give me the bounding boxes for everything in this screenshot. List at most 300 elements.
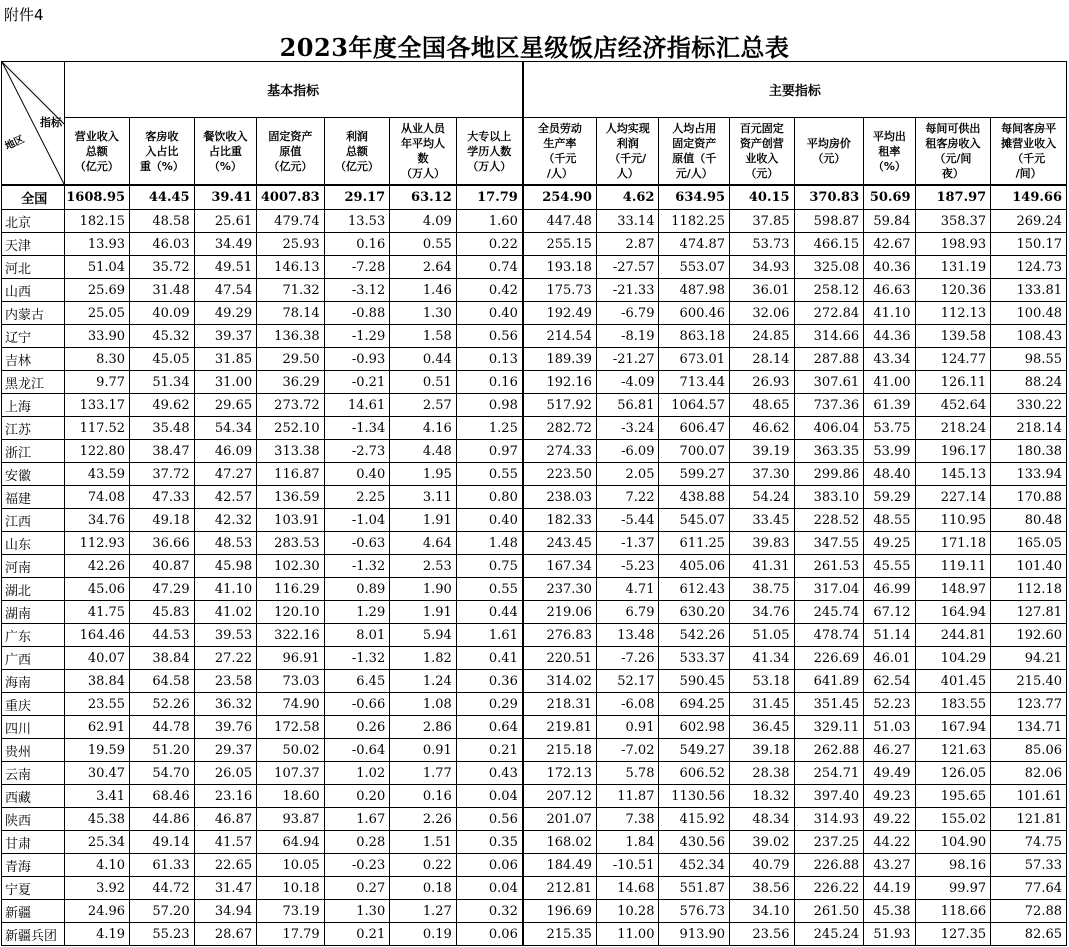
region-name: 山东 xyxy=(2,532,65,555)
region-name: 全国 xyxy=(2,185,65,210)
cell-average-room-rate: 641.89 xyxy=(794,670,864,693)
cell-occupancy-rate: 41.10 xyxy=(864,302,915,325)
region-name: 吉林 xyxy=(2,348,65,371)
cell-room-revenue-share: 37.72 xyxy=(130,463,195,486)
cell-catering-revenue-share: 27.22 xyxy=(194,647,257,670)
cell-revenue-per-100-yuan-assets: 51.05 xyxy=(730,624,795,647)
cell-fixed-assets-value: 103.91 xyxy=(257,509,325,532)
column-header-line: /人） xyxy=(546,167,573,180)
column-header-line: 占比重 xyxy=(208,144,242,158)
region-name: 北京 xyxy=(2,210,65,233)
cell-employees-avg: 0.51 xyxy=(390,371,457,394)
table-row xyxy=(2,601,1067,624)
cell-revenue-per-room: 57.33 xyxy=(991,854,1067,877)
cell-average-room-rate: 245.74 xyxy=(794,601,864,624)
cell-fixed-assets-value: 29.50 xyxy=(257,348,325,371)
cell-college-educated: 0.29 xyxy=(456,693,523,716)
cell-average-room-rate: 478.74 xyxy=(794,624,864,647)
cell-revpar: 131.19 xyxy=(915,256,991,279)
table-row xyxy=(2,900,1067,923)
cell-fixed-assets-per-capita: 487.98 xyxy=(659,279,730,302)
cell-catering-revenue-share: 47.27 xyxy=(194,463,257,486)
cell-labor-productivity: 314.02 xyxy=(523,670,597,693)
table-row xyxy=(2,923,1067,946)
cell-fixed-assets-per-capita: 602.98 xyxy=(659,716,730,739)
cell-revenue-total: 43.59 xyxy=(64,463,130,486)
corner-header xyxy=(2,62,65,186)
cell-revenue-total: 51.04 xyxy=(64,256,130,279)
cell-room-revenue-share: 44.53 xyxy=(130,624,195,647)
cell-fixed-assets-per-capita: 551.87 xyxy=(659,877,730,900)
column-header-line: （亿元） xyxy=(268,159,313,173)
cell-revpar: 452.64 xyxy=(915,394,991,417)
cell-revpar: 145.13 xyxy=(915,463,991,486)
cell-labor-productivity: 201.07 xyxy=(523,808,597,831)
cell-occupancy-rate: 53.99 xyxy=(864,440,915,463)
cell-profit-per-capita: 33.14 xyxy=(596,210,659,233)
column-header-line: 每间客房平 xyxy=(1001,122,1057,135)
region-name: 新疆 xyxy=(2,900,65,923)
cell-average-room-rate: 406.04 xyxy=(794,417,864,440)
cell-catering-revenue-share: 49.29 xyxy=(194,302,257,325)
cell-profit-per-capita: -6.09 xyxy=(596,440,659,463)
cell-revenue-per-100-yuan-assets: 36.45 xyxy=(730,716,795,739)
cell-labor-productivity: 274.33 xyxy=(523,440,597,463)
table-row xyxy=(2,302,1067,325)
cell-revenue-total: 34.76 xyxy=(64,509,130,532)
cell-revenue-per-room: 215.40 xyxy=(991,670,1067,693)
cell-college-educated: 0.97 xyxy=(456,440,523,463)
cell-fixed-assets-value: 50.02 xyxy=(257,739,325,762)
column-header-line: （亿元） xyxy=(334,159,379,173)
cell-average-room-rate: 317.04 xyxy=(794,578,864,601)
cell-profit-per-capita: 7.38 xyxy=(596,808,659,831)
cell-revenue-total: 41.75 xyxy=(64,601,130,624)
cell-fixed-assets-per-capita: 673.01 xyxy=(659,348,730,371)
cell-room-revenue-share: 44.45 xyxy=(130,185,195,210)
cell-college-educated: 0.16 xyxy=(456,371,523,394)
cell-revenue-total: 133.17 xyxy=(64,394,130,417)
cell-college-educated: 0.32 xyxy=(456,900,523,923)
cell-college-educated: 0.06 xyxy=(456,854,523,877)
table-row xyxy=(2,371,1067,394)
cell-catering-revenue-share: 23.58 xyxy=(194,670,257,693)
cell-fixed-assets-per-capita: 474.87 xyxy=(659,233,730,256)
cell-revenue-per-100-yuan-assets: 33.45 xyxy=(730,509,795,532)
cell-fixed-assets-value: 96.91 xyxy=(257,647,325,670)
cell-revenue-per-room: 170.88 xyxy=(991,486,1067,509)
cell-revenue-total: 4.10 xyxy=(64,854,130,877)
cell-fixed-assets-per-capita: 611.25 xyxy=(659,532,730,555)
cell-labor-productivity: 219.06 xyxy=(523,601,597,624)
cell-employees-avg: 4.09 xyxy=(390,210,457,233)
column-header-line: 平均出 xyxy=(872,129,906,143)
cell-average-room-rate: 329.11 xyxy=(794,716,864,739)
cell-catering-revenue-share: 39.76 xyxy=(194,716,257,739)
cell-employees-avg: 2.64 xyxy=(390,256,457,279)
column-header-line: 百元固定 xyxy=(739,122,784,135)
cell-profit-total: -1.32 xyxy=(324,555,390,578)
cell-profit-per-capita: -21.27 xyxy=(596,348,659,371)
cell-average-room-rate: 347.55 xyxy=(794,532,864,555)
cell-revenue-per-100-yuan-assets: 40.79 xyxy=(730,854,795,877)
table-row xyxy=(2,831,1067,854)
cell-college-educated: 0.43 xyxy=(456,762,523,785)
cell-revenue-total: 33.90 xyxy=(64,325,130,348)
cell-college-educated: 0.80 xyxy=(456,486,523,509)
cell-room-revenue-share: 51.34 xyxy=(130,371,195,394)
cell-revenue-per-room: 94.21 xyxy=(991,647,1067,670)
cell-occupancy-rate: 45.55 xyxy=(864,555,915,578)
cell-college-educated: 0.64 xyxy=(456,716,523,739)
cell-revenue-per-100-yuan-assets: 36.01 xyxy=(730,279,795,302)
cell-revenue-per-room: 134.71 xyxy=(991,716,1067,739)
cell-employees-avg: 1.82 xyxy=(390,647,457,670)
cell-revpar: 196.17 xyxy=(915,440,991,463)
cell-profit-per-capita: -7.02 xyxy=(596,739,659,762)
cell-room-revenue-share: 44.78 xyxy=(130,716,195,739)
cell-employees-avg: 1.24 xyxy=(390,670,457,693)
cell-revenue-total: 122.80 xyxy=(64,440,130,463)
region-name: 河南 xyxy=(2,555,65,578)
cell-revenue-per-100-yuan-assets: 28.14 xyxy=(730,348,795,371)
cell-fixed-assets-value: 322.16 xyxy=(257,624,325,647)
cell-revenue-per-room: 218.14 xyxy=(991,417,1067,440)
cell-revenue-total: 9.77 xyxy=(64,371,130,394)
cell-average-room-rate: 272.84 xyxy=(794,302,864,325)
cell-catering-revenue-share: 31.00 xyxy=(194,371,257,394)
cell-revenue-per-room: 133.94 xyxy=(991,463,1067,486)
cell-profit-per-capita: -4.09 xyxy=(596,371,659,394)
cell-fixed-assets-value: 36.29 xyxy=(257,371,325,394)
cell-employees-avg: 1.58 xyxy=(390,325,457,348)
cell-fixed-assets-value: 252.10 xyxy=(257,417,325,440)
cell-revenue-per-100-yuan-assets: 34.76 xyxy=(730,601,795,624)
cell-profit-per-capita: -5.44 xyxy=(596,509,659,532)
cell-revenue-total: 182.15 xyxy=(64,210,130,233)
cell-room-revenue-share: 44.86 xyxy=(130,808,195,831)
cell-fixed-assets-value: 73.03 xyxy=(257,670,325,693)
cell-revenue-per-100-yuan-assets: 24.85 xyxy=(730,325,795,348)
cell-revenue-per-room: 85.06 xyxy=(991,739,1067,762)
cell-labor-productivity: 207.12 xyxy=(523,785,597,808)
cell-college-educated: 1.61 xyxy=(456,624,523,647)
cell-revenue-per-100-yuan-assets: 53.18 xyxy=(730,670,795,693)
cell-occupancy-rate: 45.38 xyxy=(864,900,915,923)
cell-employees-avg: 4.16 xyxy=(390,417,457,440)
cell-fixed-assets-per-capita: 542.26 xyxy=(659,624,730,647)
table-row xyxy=(2,877,1067,900)
cell-revenue-per-room: 165.05 xyxy=(991,532,1067,555)
cell-revenue-total: 42.26 xyxy=(64,555,130,578)
table-row xyxy=(2,670,1067,693)
region-name: 湖南 xyxy=(2,601,65,624)
cell-labor-productivity: 220.51 xyxy=(523,647,597,670)
region-name: 天津 xyxy=(2,233,65,256)
cell-average-room-rate: 245.24 xyxy=(794,923,864,946)
region-name: 广西 xyxy=(2,647,65,670)
cell-room-revenue-share: 49.18 xyxy=(130,509,195,532)
cell-revenue-per-100-yuan-assets: 39.02 xyxy=(730,831,795,854)
cell-fixed-assets-value: 64.94 xyxy=(257,831,325,854)
cell-occupancy-rate: 43.27 xyxy=(864,854,915,877)
cell-profit-total: 13.53 xyxy=(324,210,390,233)
cell-profit-per-capita: -8.19 xyxy=(596,325,659,348)
cell-catering-revenue-share: 39.53 xyxy=(194,624,257,647)
table-row xyxy=(2,716,1067,739)
column-header-line: 大专以上 xyxy=(467,129,512,143)
column-header-catering-revenue-share xyxy=(194,118,257,186)
cell-fixed-assets-per-capita: 700.07 xyxy=(659,440,730,463)
cell-revenue-per-100-yuan-assets: 39.19 xyxy=(730,440,795,463)
cell-revenue-total: 117.52 xyxy=(64,417,130,440)
cell-room-revenue-share: 38.47 xyxy=(130,440,195,463)
cell-profit-total: 1.29 xyxy=(324,601,390,624)
cell-revenue-total: 40.07 xyxy=(64,647,130,670)
column-header-line: 原值（千 xyxy=(672,152,717,165)
cell-room-revenue-share: 51.20 xyxy=(130,739,195,762)
cell-revenue-per-room: 77.64 xyxy=(991,877,1067,900)
column-header-line: 业收入 xyxy=(745,152,779,165)
cell-revpar: 401.45 xyxy=(915,670,991,693)
cell-fixed-assets-value: 10.05 xyxy=(257,854,325,877)
region-name: 贵州 xyxy=(2,739,65,762)
table-row xyxy=(2,210,1067,233)
cell-revenue-per-100-yuan-assets: 53.73 xyxy=(730,233,795,256)
cell-profit-total: -1.34 xyxy=(324,417,390,440)
cell-room-revenue-share: 45.32 xyxy=(130,325,195,348)
column-header-line: 固定资产 xyxy=(268,129,313,143)
cell-revenue-per-100-yuan-assets: 48.65 xyxy=(730,394,795,417)
cell-fixed-assets-value: 4007.83 xyxy=(257,185,325,210)
cell-revenue-per-100-yuan-assets: 38.75 xyxy=(730,578,795,601)
cell-average-room-rate: 370.83 xyxy=(794,185,864,210)
column-header-college-educated xyxy=(456,118,523,186)
cell-revenue-per-room: 82.65 xyxy=(991,923,1067,946)
cell-revenue-total: 4.19 xyxy=(64,923,130,946)
cell-fixed-assets-value: 93.87 xyxy=(257,808,325,831)
cell-revpar: 98.16 xyxy=(915,854,991,877)
cell-revenue-per-room: 82.06 xyxy=(991,762,1067,785)
cell-room-revenue-share: 35.48 xyxy=(130,417,195,440)
cell-catering-revenue-share: 46.87 xyxy=(194,808,257,831)
cell-room-revenue-share: 38.84 xyxy=(130,647,195,670)
table-row xyxy=(2,762,1067,785)
cell-fixed-assets-per-capita: 545.07 xyxy=(659,509,730,532)
column-header-revenue-total xyxy=(64,118,130,186)
cell-profit-total: 6.45 xyxy=(324,670,390,693)
cell-college-educated: 1.25 xyxy=(456,417,523,440)
cell-college-educated: 0.41 xyxy=(456,647,523,670)
cell-room-revenue-share: 68.46 xyxy=(130,785,195,808)
cell-occupancy-rate: 49.22 xyxy=(864,808,915,831)
table-row xyxy=(2,532,1067,555)
cell-occupancy-rate: 59.84 xyxy=(864,210,915,233)
cell-revenue-per-room: 150.17 xyxy=(991,233,1067,256)
cell-employees-avg: 1.91 xyxy=(390,509,457,532)
cell-labor-productivity: 193.18 xyxy=(523,256,597,279)
column-header-line: 总额 xyxy=(85,144,108,158)
column-header-line: 客房收 xyxy=(145,129,179,143)
cell-employees-avg: 0.44 xyxy=(390,348,457,371)
cell-catering-revenue-share: 41.10 xyxy=(194,578,257,601)
column-header-line: 人） xyxy=(616,167,639,180)
cell-college-educated: 0.56 xyxy=(456,808,523,831)
column-header-line: （元） xyxy=(745,167,779,180)
cell-average-room-rate: 237.25 xyxy=(794,831,864,854)
cell-revpar: 110.95 xyxy=(915,509,991,532)
region-name: 内蒙古 xyxy=(2,302,65,325)
cell-profit-total: 1.02 xyxy=(324,762,390,785)
cell-average-room-rate: 314.93 xyxy=(794,808,864,831)
cell-labor-productivity: 215.18 xyxy=(523,739,597,762)
cell-profit-total: 0.89 xyxy=(324,578,390,601)
region-name: 黑龙江 xyxy=(2,371,65,394)
cell-room-revenue-share: 35.72 xyxy=(130,256,195,279)
cell-labor-productivity: 517.92 xyxy=(523,394,597,417)
cell-revpar: 99.97 xyxy=(915,877,991,900)
cell-catering-revenue-share: 45.98 xyxy=(194,555,257,578)
cell-revenue-per-100-yuan-assets: 32.06 xyxy=(730,302,795,325)
cell-catering-revenue-share: 26.05 xyxy=(194,762,257,785)
cell-profit-per-capita: -6.08 xyxy=(596,693,659,716)
cell-occupancy-rate: 46.63 xyxy=(864,279,915,302)
column-header-employees-avg xyxy=(390,118,457,186)
cell-revpar: 167.94 xyxy=(915,716,991,739)
region-name: 福建 xyxy=(2,486,65,509)
cell-profit-per-capita: -6.79 xyxy=(596,302,659,325)
column-header-line: （%） xyxy=(208,159,242,173)
cell-revenue-total: 25.69 xyxy=(64,279,130,302)
cell-labor-productivity: 238.03 xyxy=(523,486,597,509)
region-name: 四川 xyxy=(2,716,65,739)
cell-revenue-total: 25.34 xyxy=(64,831,130,854)
cell-average-room-rate: 261.50 xyxy=(794,900,864,923)
cell-revenue-total: 3.92 xyxy=(64,877,130,900)
table-row xyxy=(2,325,1067,348)
cell-revenue-per-100-yuan-assets: 23.56 xyxy=(730,923,795,946)
cell-profit-total: 1.30 xyxy=(324,900,390,923)
cell-labor-productivity: 255.15 xyxy=(523,233,597,256)
column-header-line: 固定资产 xyxy=(672,137,717,150)
cell-fixed-assets-value: 136.59 xyxy=(257,486,325,509)
cell-fixed-assets-per-capita: 415.92 xyxy=(659,808,730,831)
cell-catering-revenue-share: 39.37 xyxy=(194,325,257,348)
cell-college-educated: 17.79 xyxy=(456,185,523,210)
cell-labor-productivity: 214.54 xyxy=(523,325,597,348)
cell-college-educated: 0.04 xyxy=(456,877,523,900)
cell-profit-per-capita: -7.26 xyxy=(596,647,659,670)
cell-room-revenue-share: 47.33 xyxy=(130,486,195,509)
column-header-line: 原值 xyxy=(279,144,302,158)
cell-occupancy-rate: 51.03 xyxy=(864,716,915,739)
cell-labor-productivity: 182.33 xyxy=(523,509,597,532)
column-header-line: 利润 xyxy=(616,137,639,150)
table-row xyxy=(2,233,1067,256)
table-row xyxy=(2,256,1067,279)
column-header-line: 摊营业收入 xyxy=(1001,137,1057,150)
cell-average-room-rate: 226.88 xyxy=(794,854,864,877)
column-header-fixed-assets-value xyxy=(257,118,325,186)
cell-fixed-assets-value: 71.32 xyxy=(257,279,325,302)
cell-revenue-per-room: 101.61 xyxy=(991,785,1067,808)
cell-fixed-assets-per-capita: 630.20 xyxy=(659,601,730,624)
cell-labor-productivity: 237.30 xyxy=(523,578,597,601)
cell-revpar: 244.81 xyxy=(915,624,991,647)
cell-revpar: 112.13 xyxy=(915,302,991,325)
column-header-line: 重（%） xyxy=(139,159,184,173)
cell-room-revenue-share: 45.05 xyxy=(130,348,195,371)
cell-revenue-per-100-yuan-assets: 54.24 xyxy=(730,486,795,509)
cell-profit-per-capita: 11.00 xyxy=(596,923,659,946)
cell-fixed-assets-value: 479.74 xyxy=(257,210,325,233)
cell-revenue-total: 13.93 xyxy=(64,233,130,256)
cell-revpar: 121.63 xyxy=(915,739,991,762)
cell-revenue-per-room: 133.81 xyxy=(991,279,1067,302)
cell-revpar: 139.58 xyxy=(915,325,991,348)
cell-profit-per-capita: -3.24 xyxy=(596,417,659,440)
cell-fixed-assets-per-capita: 600.46 xyxy=(659,302,730,325)
cell-college-educated: 1.48 xyxy=(456,532,523,555)
cell-college-educated: 0.06 xyxy=(456,923,523,946)
cell-profit-total: -7.28 xyxy=(324,256,390,279)
cell-occupancy-rate: 40.36 xyxy=(864,256,915,279)
column-header-line: 租率 xyxy=(878,144,901,158)
cell-profit-total: 0.40 xyxy=(324,463,390,486)
cell-occupancy-rate: 48.40 xyxy=(864,463,915,486)
cell-profit-per-capita: -5.23 xyxy=(596,555,659,578)
cell-profit-per-capita: 14.68 xyxy=(596,877,659,900)
cell-profit-total: 29.17 xyxy=(324,185,390,210)
cell-catering-revenue-share: 54.34 xyxy=(194,417,257,440)
cell-room-revenue-share: 31.48 xyxy=(130,279,195,302)
cell-catering-revenue-share: 41.57 xyxy=(194,831,257,854)
cell-occupancy-rate: 61.39 xyxy=(864,394,915,417)
cell-profit-per-capita: -1.37 xyxy=(596,532,659,555)
cell-catering-revenue-share: 23.16 xyxy=(194,785,257,808)
cell-average-room-rate: 262.88 xyxy=(794,739,864,762)
cell-average-room-rate: 383.10 xyxy=(794,486,864,509)
cell-employees-avg: 1.91 xyxy=(390,601,457,624)
cell-employees-avg: 4.48 xyxy=(390,440,457,463)
region-name: 河北 xyxy=(2,256,65,279)
cell-revenue-total: 30.47 xyxy=(64,762,130,785)
cell-employees-avg: 1.46 xyxy=(390,279,457,302)
cell-average-room-rate: 261.53 xyxy=(794,555,864,578)
cell-profit-per-capita: 6.79 xyxy=(596,601,659,624)
cell-profit-total: 1.67 xyxy=(324,808,390,831)
cell-fixed-assets-value: 73.19 xyxy=(257,900,325,923)
cell-occupancy-rate: 49.25 xyxy=(864,532,915,555)
cell-average-room-rate: 598.87 xyxy=(794,210,864,233)
column-header-line: 平均房价 xyxy=(806,137,851,150)
cell-employees-avg: 2.26 xyxy=(390,808,457,831)
cell-profit-total: -1.32 xyxy=(324,647,390,670)
cell-revenue-per-100-yuan-assets: 34.10 xyxy=(730,900,795,923)
column-header-line: （千元 xyxy=(1012,152,1046,165)
cell-profit-total: 2.25 xyxy=(324,486,390,509)
cell-revenue-per-100-yuan-assets: 41.34 xyxy=(730,647,795,670)
cell-employees-avg: 1.77 xyxy=(390,762,457,785)
cell-occupancy-rate: 53.75 xyxy=(864,417,915,440)
cell-employees-avg: 2.53 xyxy=(390,555,457,578)
region-name: 上海 xyxy=(2,394,65,417)
cell-room-revenue-share: 61.33 xyxy=(130,854,195,877)
cell-revpar: 164.94 xyxy=(915,601,991,624)
cell-revenue-total: 164.46 xyxy=(64,624,130,647)
cell-profit-total: -0.21 xyxy=(324,371,390,394)
region-name: 宁夏 xyxy=(2,877,65,900)
